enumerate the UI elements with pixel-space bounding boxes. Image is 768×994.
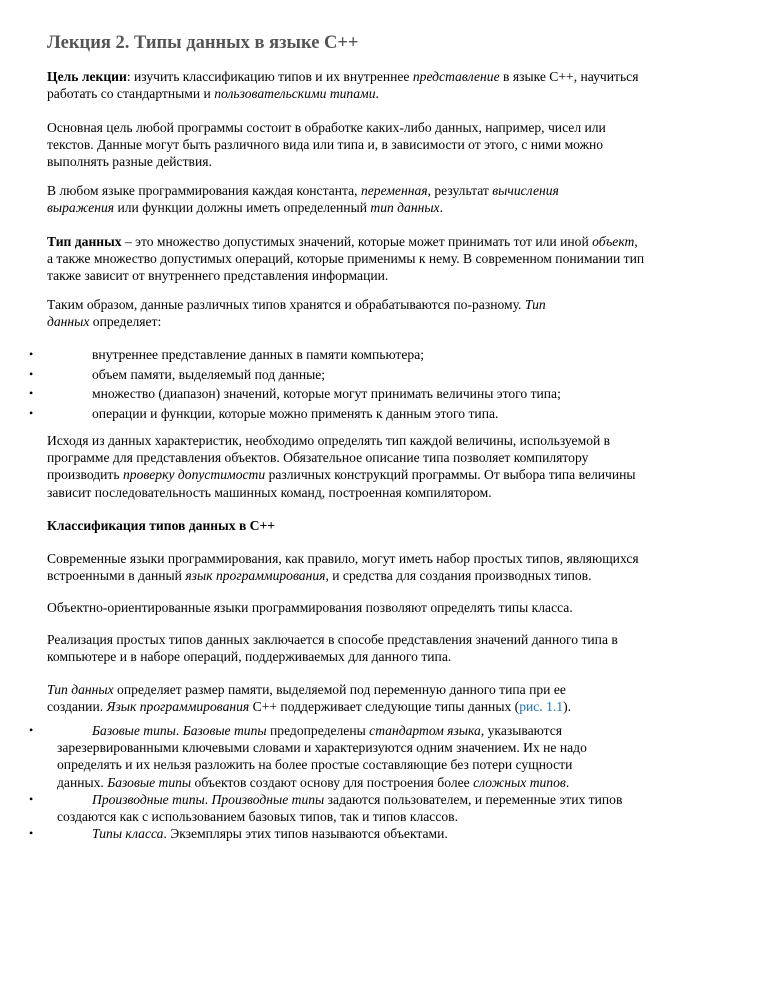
list-item-text: множество (диапазон) значений, которые могут принимать величины этого типа;: [92, 386, 561, 401]
goal-paragraph: [47, 68, 737, 102]
text-line: текстов. Данные могут быть различного вида или типа и, в зависимости от этого, с ними можно: [47, 137, 604, 153]
bullet-icon: •: [29, 723, 34, 737]
list-item-text: объем памяти, выделяемый под данные;: [92, 366, 326, 382]
list-item-text: внутреннее представление данных в памяти компьютера;: [92, 347, 425, 362]
text-line: Объектно-ориентированные языки программирования позволяют определять типы класса.: [47, 600, 573, 615]
text: C++ поддерживает следующие типы данных (: [249, 699, 520, 715]
goal-label: Цель лекции: [47, 69, 127, 84]
text-line: зависит последовательность машинных команд, построенная компилятором.: [47, 484, 492, 500]
text: .: [204, 791, 212, 807]
bullet-icon: •: [29, 826, 34, 841]
term: Тип: [524, 297, 546, 312]
paragraph-7: [47, 599, 737, 616]
paragraph-8: [47, 631, 737, 665]
term: вычисления: [492, 183, 559, 198]
text: или функции должны иметь определенный: [114, 200, 371, 216]
term: данных: [47, 314, 90, 330]
text-line: Современные языки программирования, как правило, могут иметь набор простых типов, являющихся: [47, 551, 639, 566]
list-item: [0, 825, 768, 842]
text: .: [565, 774, 570, 790]
term: проверку допустимости: [122, 467, 266, 483]
paragraph-5: [47, 432, 737, 501]
list-item: [0, 345, 768, 365]
list-item: [0, 404, 768, 424]
bullet-icon: •: [29, 791, 34, 806]
text-line: программе для представления объектов. Обязательное описание типа позволяет компилятору: [47, 450, 589, 466]
text: создании.: [47, 699, 107, 715]
bullet-icon: •: [29, 386, 34, 400]
term: сложных типов: [473, 774, 566, 790]
text: данных.: [57, 774, 108, 790]
term: объект: [592, 234, 635, 249]
bullet-icon: •: [29, 347, 34, 361]
text: объектов создают основу для построения более: [191, 774, 474, 790]
term: язык программирования: [185, 568, 326, 584]
text-line: определять и их нельзя разложить на более простые составляющие без потери сущности: [57, 757, 573, 773]
text: .: [175, 723, 183, 738]
bullet-list-properties: [0, 345, 768, 423]
text-line: зарезервированными ключевыми словами и характеризуются одним значением. Их не надо: [57, 740, 587, 756]
page-title: Лекция 2. Типы данных в языке C++: [47, 33, 359, 53]
list-item: [0, 384, 768, 404]
text: задаются пользователем, и переменные этих типов: [324, 791, 623, 807]
definition-term: Тип данных: [47, 234, 122, 249]
figure-link[interactable]: рис. 1.1: [519, 699, 564, 715]
text: , результат: [427, 183, 493, 198]
text: в языке C++, научиться: [499, 69, 639, 84]
bullet-list-types: [0, 722, 768, 842]
text: – это множество допустимых значений, которые может принимать тот или иной: [121, 234, 593, 249]
section-heading-text: Классификация типов данных в С++: [47, 518, 275, 533]
term: Базовые типы: [182, 723, 267, 738]
text: , и средства для создания производных типов.: [325, 568, 592, 584]
text: , указываются: [480, 723, 562, 738]
text: предопределены: [266, 723, 370, 738]
text-line: выполнять разные действия.: [47, 154, 212, 170]
text-line: компьютере и в наборе операций, поддерживаемых для данного типа.: [47, 649, 452, 665]
paragraph-6: [47, 550, 737, 584]
list-item: [0, 365, 768, 385]
term: тип данных: [370, 200, 440, 216]
term: Базовые типы: [107, 774, 192, 790]
text: производить: [47, 467, 123, 483]
paragraph-3: [47, 233, 737, 285]
term: переменная: [360, 183, 428, 198]
term: Типы класса: [92, 826, 164, 842]
bullet-icon: •: [29, 405, 34, 420]
paragraph-2: [47, 182, 737, 216]
term: стандартом языка: [369, 723, 481, 738]
paragraph-9: [47, 681, 737, 715]
term: Производные типы: [92, 791, 205, 807]
text: ,: [634, 234, 638, 249]
text: работать со стандартными и: [47, 86, 215, 102]
list-item-text: операции и функции, которые можно применять к данным этого типа.: [92, 405, 499, 421]
bullet-icon: •: [29, 366, 34, 381]
text: : изучить классификацию типов и их внутреннее: [126, 69, 413, 84]
term: Производные типы: [211, 791, 325, 807]
term: Тип данных: [47, 682, 114, 697]
text: Таким образом, данные различных типов хранятся и обрабатываются по-разному.: [47, 297, 525, 312]
text-line: а также множество допустимых операций, которые применимы к нему. В современном понимании тип: [47, 251, 645, 267]
text-line: также зависит от внутреннего представления информации.: [47, 268, 389, 284]
list-item: [0, 722, 768, 791]
text: В любом языке программирования каждая константа,: [47, 183, 361, 198]
text: определяет:: [89, 314, 162, 330]
text-line: создаются как с использованием базовых типов, так и типов классов.: [57, 809, 458, 825]
text: .: [375, 86, 379, 102]
text: определяет размер памяти, выделяемой под переменную данного типа при ее: [113, 682, 566, 697]
list-item: [0, 791, 768, 825]
paragraph-4: [47, 296, 737, 330]
text: ).: [563, 699, 572, 715]
term: представление: [412, 69, 500, 84]
text-line: Реализация простых типов данных заключается в способе представления значений данного типа в: [47, 632, 618, 647]
term: Язык программирования: [106, 699, 250, 715]
term: Базовые типы: [92, 723, 176, 738]
term: пользовательскими типами: [214, 86, 376, 102]
paragraph-1: [47, 119, 737, 171]
text: . Экземпляры этих типов называются объектами.: [163, 826, 448, 842]
section-heading: [47, 517, 737, 534]
text: различных конструкций программы. От выбора типа величины: [265, 467, 636, 483]
term: выражения: [47, 200, 115, 216]
text-line: Исходя из данных характеристик, необходимо определять тип каждой величины, используемой в: [47, 433, 611, 448]
text-line: Основная цель любой программы состоит в обработке каких-либо данных, например, чисел или: [47, 120, 606, 135]
text: встроенными в данный: [47, 568, 186, 584]
text: .: [439, 200, 443, 216]
